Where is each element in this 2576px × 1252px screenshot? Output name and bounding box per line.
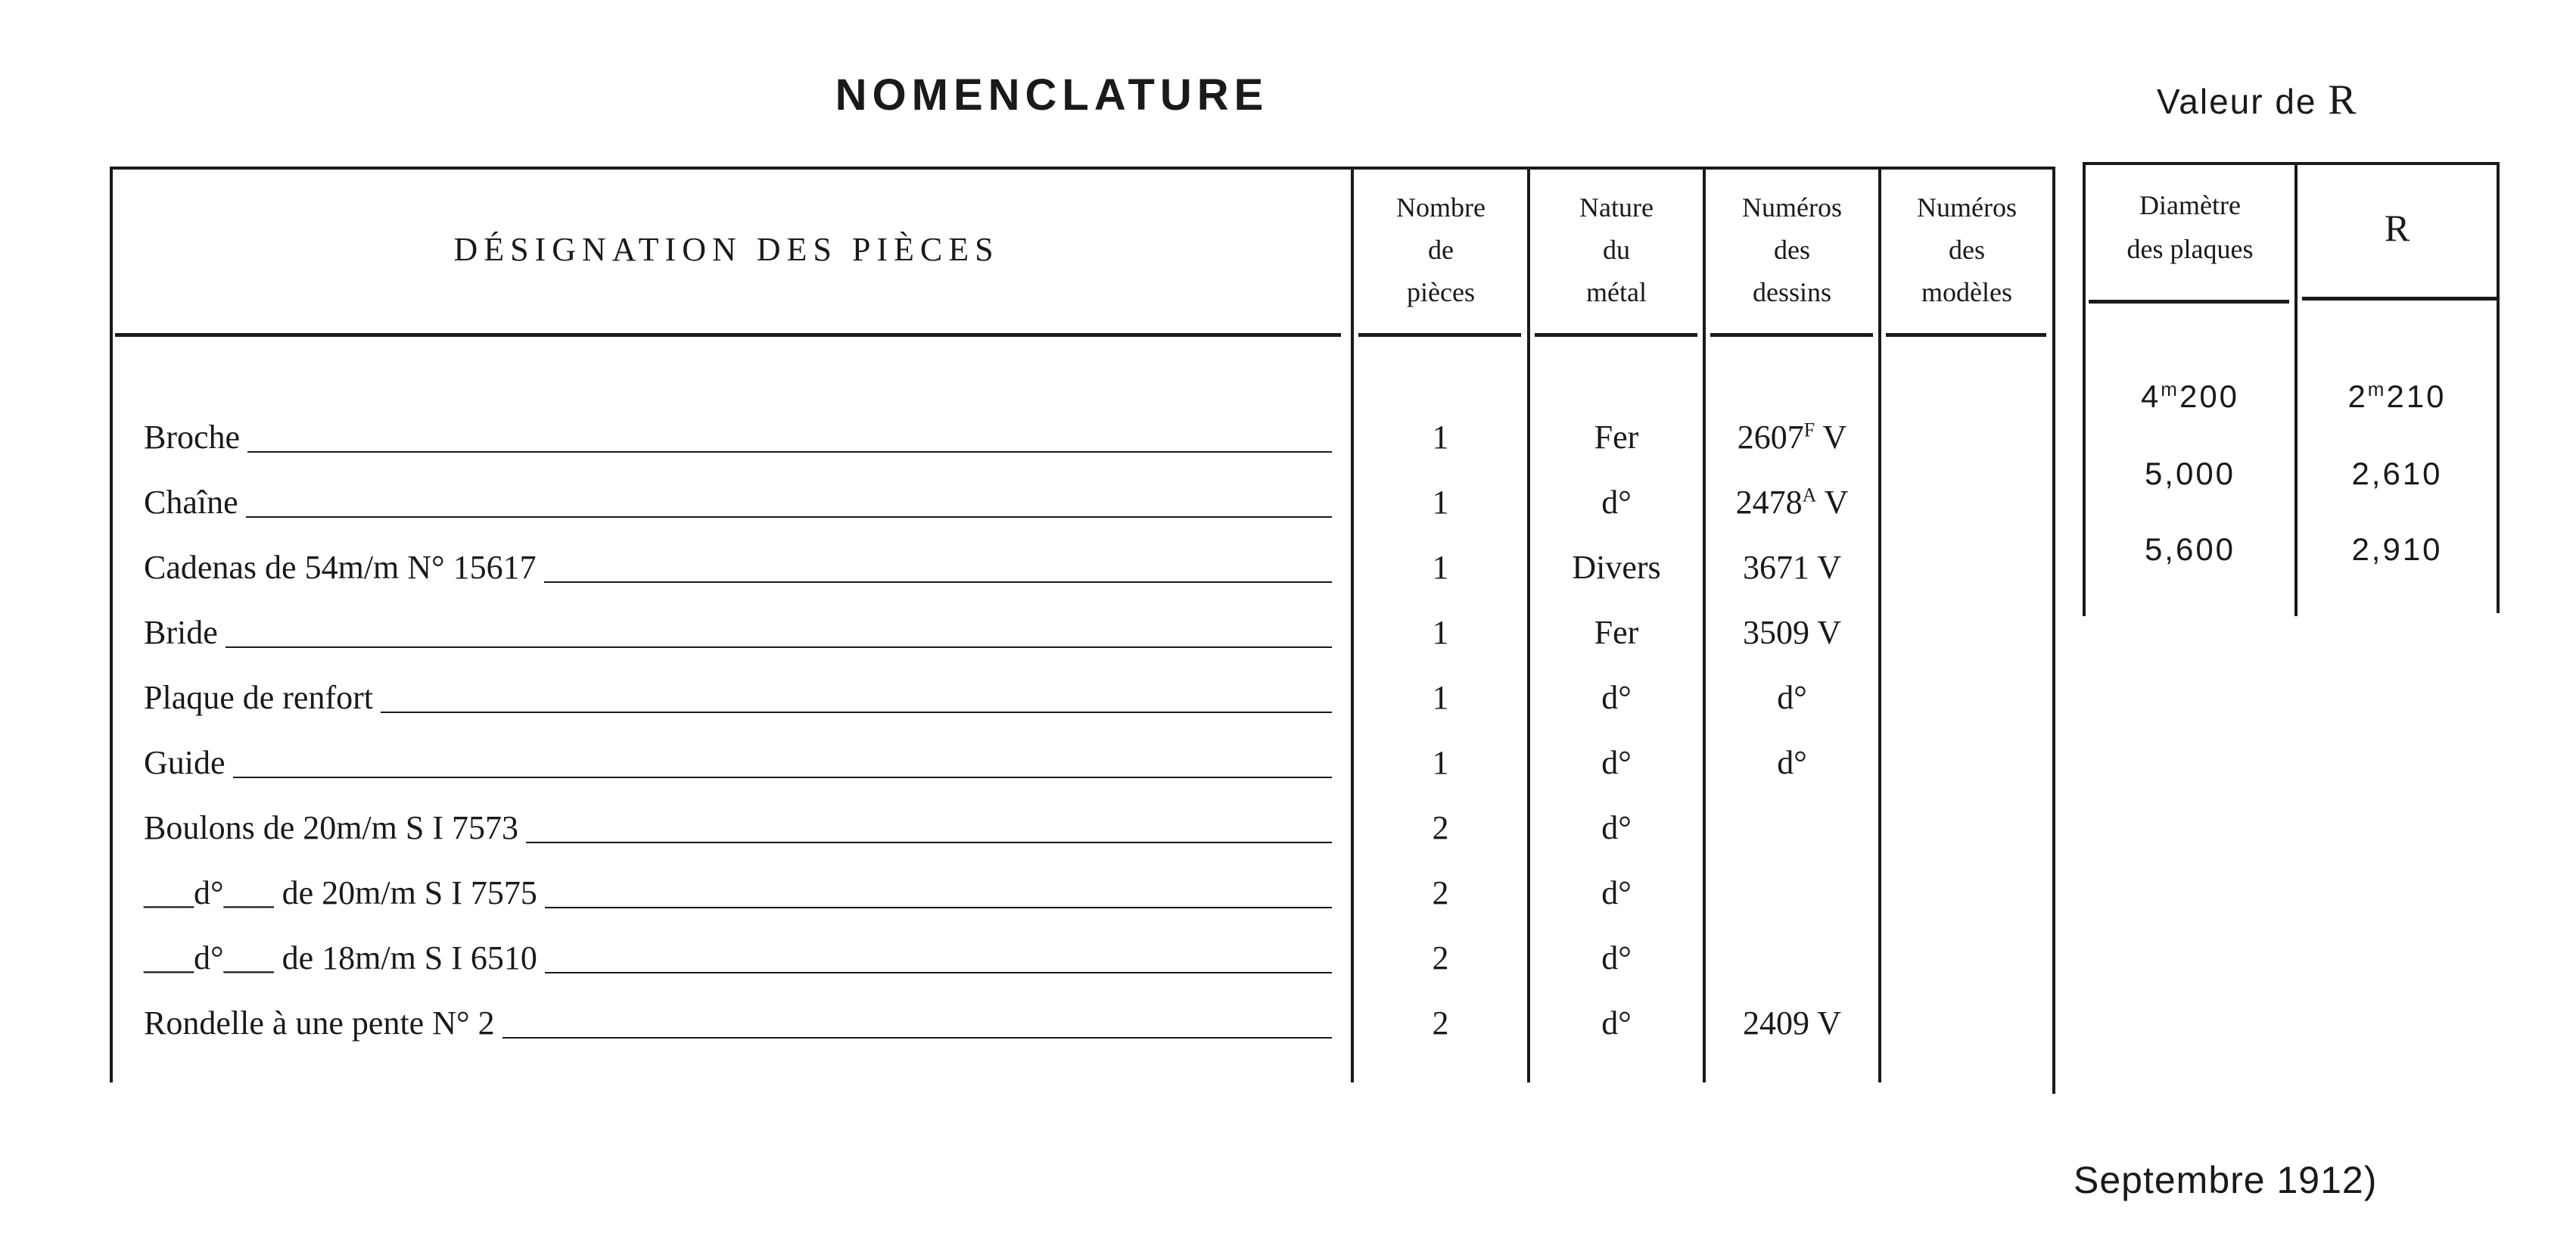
diameter-cell-main: 4 bbox=[2140, 378, 2161, 414]
designation-cell bbox=[144, 415, 1332, 460]
hdr-underline-3 bbox=[1535, 333, 1697, 337]
nombre-cell: 1 bbox=[1432, 419, 1449, 456]
table-row bbox=[0, 805, 2058, 870]
r-value-cell bbox=[2298, 531, 2497, 568]
header-nombre-line1: Nombre bbox=[1396, 192, 1486, 223]
r-table-hdr-underline-2 bbox=[2302, 297, 2497, 301]
r-table-header-diameter-line1: Diamètre bbox=[2139, 190, 2241, 220]
dessin-superscript: A bbox=[1802, 484, 1817, 506]
dessin-superscript: F bbox=[1803, 419, 1815, 441]
designation-cell bbox=[144, 740, 1332, 786]
r-value-cell-main: 2 bbox=[2347, 378, 2368, 414]
dessin-number: 3671 bbox=[1743, 549, 1809, 586]
dessin-number: 2409 bbox=[1743, 1004, 1809, 1042]
nombre-cell: 1 bbox=[1432, 679, 1449, 716]
hdr-underline-1 bbox=[115, 333, 1341, 337]
r-value-cell-sup: m bbox=[2367, 378, 2387, 400]
hdr-underline-4 bbox=[1710, 333, 1873, 337]
nombre-cell: 2 bbox=[1432, 874, 1449, 911]
r-table-header-r bbox=[2298, 206, 2497, 250]
dessin-suffix: V bbox=[1817, 614, 1841, 651]
diameter-cell-rest: 200 bbox=[2179, 378, 2240, 414]
designation-label: ___d°___ de 18m/m S I 6510 bbox=[144, 939, 537, 976]
designation-label: Plaque de renfort bbox=[144, 679, 373, 716]
dessin-cell bbox=[1706, 545, 1878, 590]
dessin-cell bbox=[1706, 415, 1878, 460]
dessin-suffix: V bbox=[1817, 549, 1841, 586]
table-row bbox=[0, 675, 2058, 740]
r-value-cell-rest: 210 bbox=[2386, 378, 2447, 414]
dessin-number: d° bbox=[1777, 744, 1807, 781]
leader-line bbox=[502, 1037, 1332, 1039]
r-value-cell-main: 2,610 bbox=[2351, 456, 2443, 491]
designation-cell bbox=[144, 1001, 1332, 1046]
header-nombre-line2: de bbox=[1428, 235, 1454, 265]
leader-line bbox=[247, 451, 1332, 453]
designation-label: Guide bbox=[144, 744, 226, 781]
main-table-top-border bbox=[110, 167, 2055, 170]
footer-date: Septembre 1912) bbox=[2074, 1159, 2378, 1201]
header-dessins-line2: des bbox=[1774, 235, 1810, 265]
table-row bbox=[0, 1001, 2058, 1066]
nature-cell: d° bbox=[1601, 809, 1632, 846]
page-title: NOMENCLATURE bbox=[835, 70, 1269, 120]
dessin-cell bbox=[1706, 740, 1878, 786]
nature-cell: d° bbox=[1601, 874, 1632, 911]
leader-line bbox=[226, 646, 1332, 648]
header-modeles-line1: Numéros bbox=[1917, 192, 2017, 223]
diameter-cell bbox=[2086, 378, 2294, 415]
header-modeles bbox=[1881, 186, 2052, 313]
table-row bbox=[0, 870, 2058, 936]
designation-cell bbox=[144, 545, 1332, 590]
dessin-number: 2478 bbox=[1735, 484, 1803, 521]
dessin-cell bbox=[1706, 610, 1878, 656]
r-table-title bbox=[2157, 76, 2358, 124]
designation-label: Broche bbox=[144, 419, 241, 456]
dessin-cell bbox=[1706, 675, 1878, 721]
r-value-cell-main: 2,910 bbox=[2351, 531, 2443, 567]
r-table-right-border bbox=[2497, 162, 2500, 613]
leader-line bbox=[545, 907, 1332, 908]
table-row bbox=[0, 936, 2058, 1001]
dessin-number: d° bbox=[1777, 679, 1807, 716]
designation-cell bbox=[144, 480, 1332, 525]
designation-cell bbox=[144, 675, 1332, 721]
dessin-suffix: V bbox=[1817, 1004, 1841, 1042]
diameter-cell-sup: m bbox=[2161, 378, 2179, 400]
designation-label: Cadenas de 54m/m N° 15617 bbox=[144, 549, 537, 586]
r-table-header-diameter bbox=[2086, 183, 2294, 271]
table-row bbox=[0, 415, 2058, 480]
table-row bbox=[0, 610, 2058, 675]
dessin-suffix: V bbox=[1824, 484, 1849, 521]
header-modeles-line2: des bbox=[1949, 235, 1985, 265]
leader-line bbox=[544, 581, 1332, 583]
table-row bbox=[0, 740, 2058, 805]
designation-cell bbox=[144, 805, 1332, 851]
nombre-cell: 2 bbox=[1432, 939, 1449, 976]
diameter-cell bbox=[2086, 531, 2294, 568]
r-table-title-symbol: R bbox=[2328, 76, 2358, 123]
leader-line bbox=[246, 516, 1332, 518]
leader-line bbox=[233, 777, 1332, 778]
diameter-cell-main: 5,600 bbox=[2144, 531, 2236, 567]
dessin-cell bbox=[1706, 1001, 1878, 1046]
leader-line bbox=[526, 842, 1332, 843]
hdr-underline-5 bbox=[1886, 333, 2046, 337]
diameter-cell bbox=[2086, 456, 2294, 492]
designation-label: Boulons de 20m/m S I 7573 bbox=[144, 809, 519, 846]
header-nature-line3: métal bbox=[1586, 277, 1647, 307]
header-dessins-line1: Numéros bbox=[1742, 192, 1842, 223]
designation-cell bbox=[144, 610, 1332, 656]
nature-cell: Fer bbox=[1594, 614, 1639, 651]
nature-cell: Fer bbox=[1594, 419, 1639, 456]
r-value-cell bbox=[2298, 378, 2497, 415]
header-modeles-line3: modèles bbox=[1921, 277, 2012, 307]
header-nature bbox=[1530, 186, 1703, 313]
nombre-cell: 1 bbox=[1432, 614, 1449, 651]
leader-line bbox=[545, 972, 1332, 973]
header-dessins-line3: dessins bbox=[1752, 277, 1831, 307]
table-row bbox=[0, 545, 2058, 610]
designation-cell bbox=[144, 936, 1332, 981]
nature-cell: d° bbox=[1601, 484, 1632, 521]
nombre-cell: 2 bbox=[1432, 809, 1449, 846]
designation-label: Rondelle à une pente N° 2 bbox=[144, 1004, 495, 1042]
hdr-underline-2 bbox=[1358, 333, 1521, 337]
nombre-cell: 1 bbox=[1432, 549, 1449, 586]
header-dessins bbox=[1706, 186, 1878, 313]
designation-cell bbox=[144, 870, 1332, 916]
dessin-number: 3509 bbox=[1743, 614, 1809, 651]
header-nature-line2: du bbox=[1603, 235, 1630, 265]
dessin-suffix: V bbox=[1822, 419, 1847, 456]
r-table-hdr-underline-1 bbox=[2089, 300, 2289, 304]
nature-cell: d° bbox=[1601, 679, 1632, 716]
r-table-header-r-label: R bbox=[2384, 207, 2410, 249]
header-nombre bbox=[1355, 186, 1527, 313]
nature-cell: d° bbox=[1601, 1004, 1632, 1042]
header-nombre-line3: pièces bbox=[1407, 277, 1475, 307]
table-row bbox=[0, 480, 2058, 545]
r-table-header-diameter-line2: des plaques bbox=[2126, 234, 2254, 264]
nombre-cell: 1 bbox=[1432, 484, 1449, 521]
r-table-title-prefix: Valeur de bbox=[2157, 82, 2317, 121]
leader-line bbox=[381, 712, 1332, 713]
dessin-number: 2607 bbox=[1737, 419, 1804, 456]
designation-label: Chaîne bbox=[144, 484, 238, 521]
header-nature-line1: Nature bbox=[1579, 192, 1654, 223]
nombre-cell: 2 bbox=[1432, 1004, 1449, 1042]
r-table-top-border bbox=[2083, 162, 2499, 165]
designation-label: ___d°___ de 20m/m S I 7575 bbox=[144, 874, 537, 911]
header-designation: DÉSIGNATION DES PIÈCES bbox=[453, 231, 1000, 268]
nature-cell: Divers bbox=[1572, 549, 1661, 586]
diameter-cell-main: 5,000 bbox=[2144, 456, 2236, 491]
dessin-cell bbox=[1706, 480, 1878, 525]
nature-cell: d° bbox=[1601, 939, 1632, 976]
designation-label: Bride bbox=[144, 614, 218, 651]
r-value-cell bbox=[2298, 456, 2497, 492]
nature-cell: d° bbox=[1601, 744, 1632, 781]
nombre-cell: 1 bbox=[1432, 744, 1449, 781]
